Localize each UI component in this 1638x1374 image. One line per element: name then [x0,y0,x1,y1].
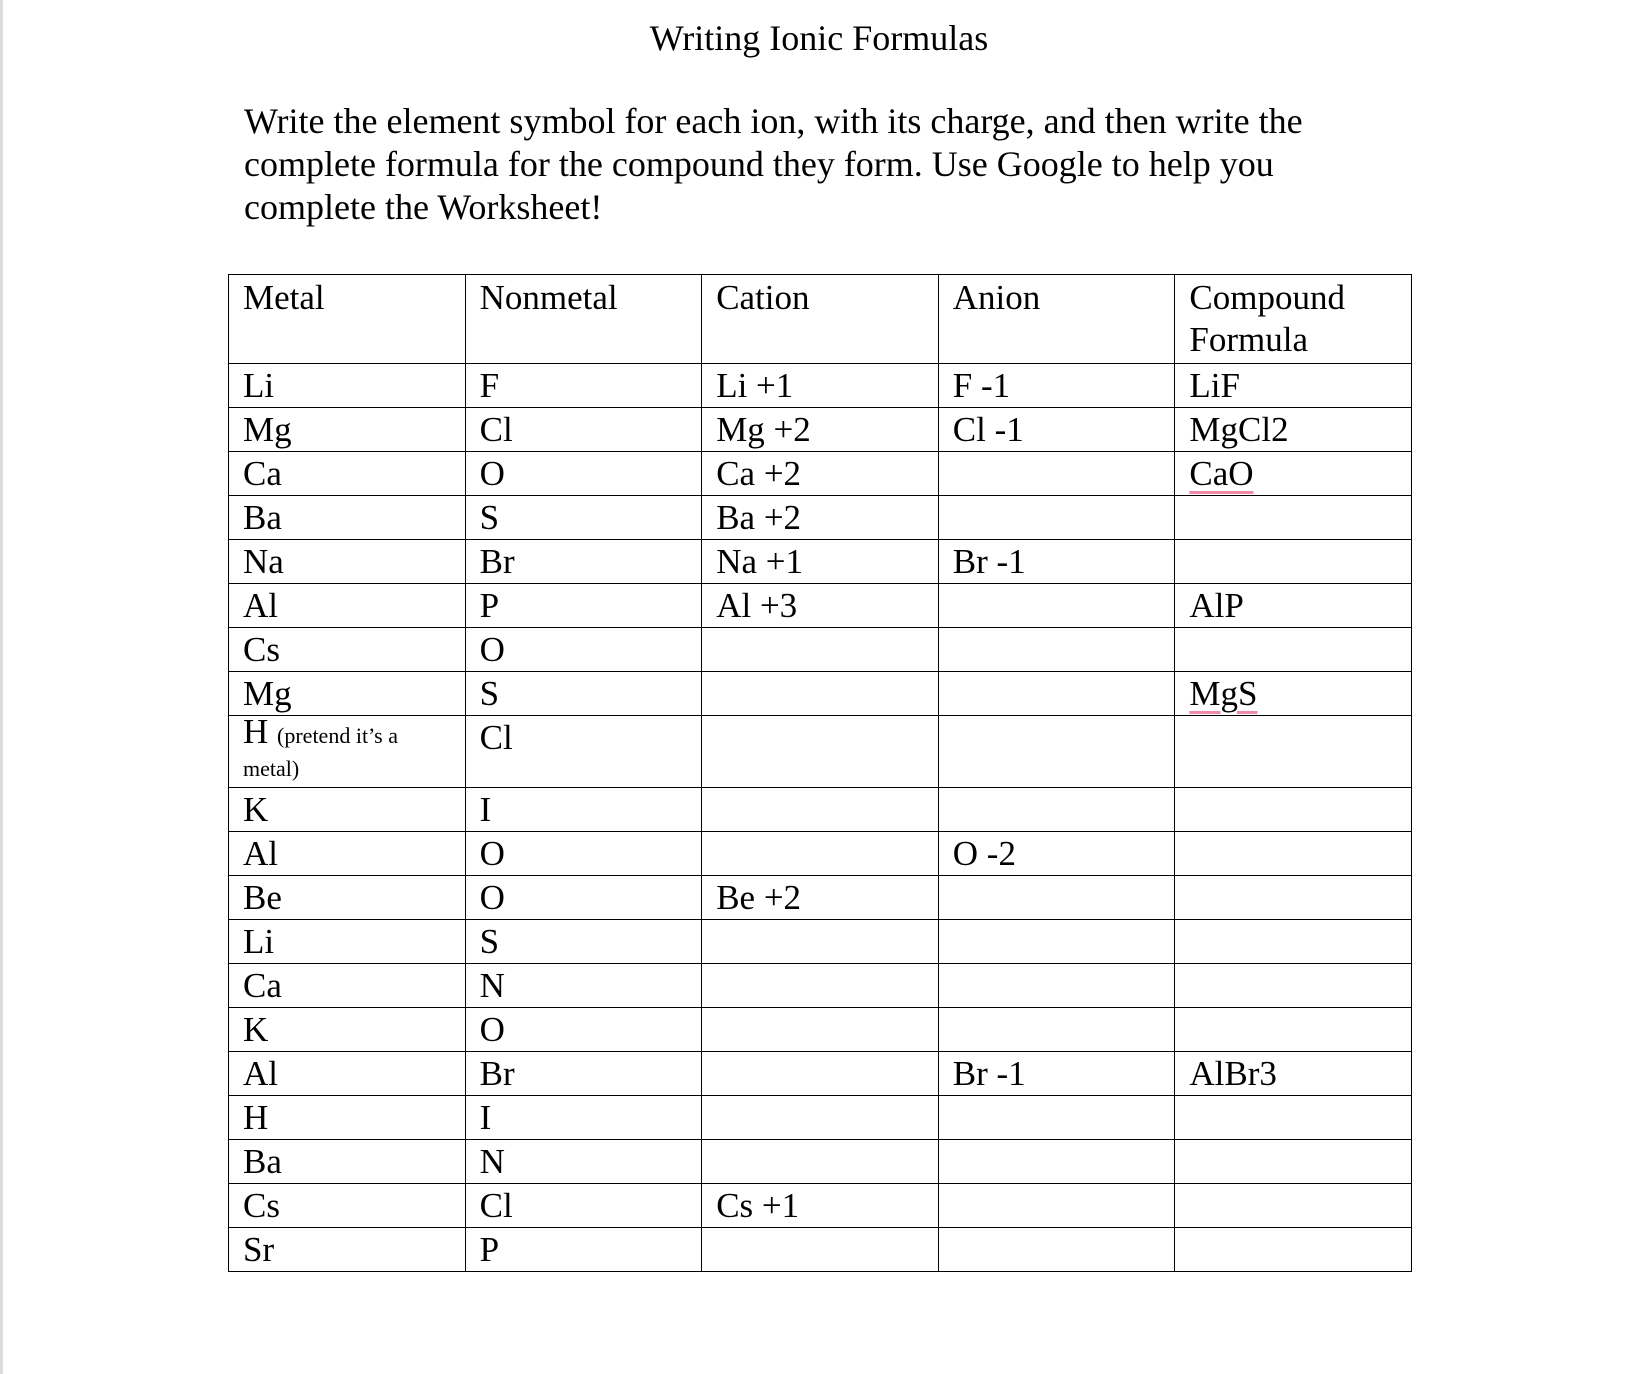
nonmetal-cell[interactable]: I [465,1096,702,1140]
metal-cell[interactable]: Ca [229,452,466,496]
anion-cell[interactable] [938,1008,1175,1052]
table-row [229,920,1412,964]
anion-cell[interactable]: Br -1 [938,540,1175,584]
metal-symbol: H [243,715,269,751]
compound-cell[interactable] [1175,832,1412,876]
compound-cell[interactable] [1175,1184,1412,1228]
nonmetal-cell[interactable]: O [465,628,702,672]
compound-cell[interactable]: LiF [1175,364,1412,408]
anion-cell[interactable] [938,1228,1175,1272]
header-nonmetal: Nonmetal [465,275,702,364]
table-row [229,716,1412,788]
nonmetal-cell[interactable]: O [465,1008,702,1052]
cation-cell[interactable]: Mg +2 [702,408,939,452]
compound-cell[interactable] [1175,540,1412,584]
cation-cell[interactable] [702,1228,939,1272]
table-row [229,1096,1412,1140]
compound-cell[interactable] [1175,1140,1412,1184]
cation-cell[interactable] [702,920,939,964]
anion-cell[interactable] [938,1184,1175,1228]
table-row [229,1228,1412,1272]
cation-cell[interactable] [702,628,939,672]
anion-cell[interactable]: O -2 [938,832,1175,876]
anion-cell[interactable] [938,628,1175,672]
table-row [229,1008,1412,1052]
cation-cell[interactable] [702,788,939,832]
compound-cell[interactable]: AlP [1175,584,1412,628]
compound-cell[interactable] [1175,788,1412,832]
cation-cell[interactable] [702,1008,939,1052]
compound-cell[interactable] [1175,920,1412,964]
cation-cell[interactable]: Na +1 [702,540,939,584]
anion-cell[interactable] [938,964,1175,1008]
spellcheck-text: MgS [1189,674,1258,713]
compound-cell[interactable] [1175,964,1412,1008]
compound-cell[interactable] [1175,1228,1412,1272]
metal-cell[interactable]: Mg [229,672,466,716]
nonmetal-cell[interactable]: P [465,1228,702,1272]
metal-cell[interactable]: Be [229,876,466,920]
cation-cell[interactable]: Be +2 [702,876,939,920]
nonmetal-cell[interactable]: Cl [465,1184,702,1228]
metal-cell[interactable]: Ba [229,496,466,540]
metal-cell[interactable]: K [229,1008,466,1052]
table-row [229,1140,1412,1184]
table-row [229,540,1412,584]
table-row [229,1184,1412,1228]
metal-cell[interactable]: Mg [229,408,466,452]
cation-cell[interactable] [702,1052,939,1096]
table-row [229,452,1412,496]
table-row [229,584,1412,628]
compound-cell[interactable] [1175,1008,1412,1052]
compound-cell[interactable] [1175,672,1412,716]
cation-cell[interactable] [702,716,939,788]
page-title: Writing Ionic Formulas [649,18,989,58]
metal-cell[interactable]: Al [229,584,466,628]
metal-cell[interactable]: Sr [229,1228,466,1272]
table-row [229,1052,1412,1096]
compound-cell[interactable] [1175,628,1412,672]
compound-cell[interactable] [1175,716,1412,788]
cation-cell[interactable] [702,672,939,716]
anion-cell[interactable] [938,1096,1175,1140]
anion-cell[interactable] [938,920,1175,964]
metal-cell[interactable]: H [229,1096,466,1140]
cation-cell[interactable]: Ba +2 [702,496,939,540]
nonmetal-cell[interactable]: S [465,920,702,964]
metal-cell[interactable]: Na [229,540,466,584]
compound-cell[interactable] [1175,496,1412,540]
metal-cell[interactable]: Ba [229,1140,466,1184]
spellcheck-text: CaO [1189,454,1254,493]
metal-cell[interactable]: Al [229,1052,466,1096]
instructions: Write the element symbol for each ion, with its charge, and then write the complete formula for the compound they form. Use Google to help you complete the Worksheet! [244,101,1303,227]
anion-cell[interactable] [938,496,1175,540]
cation-cell[interactable] [702,1140,939,1184]
nonmetal-cell[interactable]: S [465,672,702,716]
metal-cell[interactable]: Al [229,832,466,876]
compound-cell[interactable]: MgCl2 [1175,408,1412,452]
nonmetal-cell[interactable]: N [465,1140,702,1184]
metal-cell[interactable]: Ca [229,964,466,1008]
compound-cell[interactable] [1175,452,1412,496]
header-compound-formula: Compound Formula [1175,275,1412,364]
metal-cell[interactable]: Cs [229,1184,466,1228]
cation-cell[interactable]: Ca +2 [702,452,939,496]
anion-cell[interactable] [938,788,1175,832]
table-row [229,832,1412,876]
anion-cell[interactable] [938,452,1175,496]
cation-cell[interactable]: Al +3 [702,584,939,628]
anion-cell[interactable] [938,584,1175,628]
anion-cell[interactable] [938,1140,1175,1184]
nonmetal-cell[interactable]: Cl [465,408,702,452]
cation-cell[interactable] [702,964,939,1008]
nonmetal-cell[interactable]: O [465,876,702,920]
table-row [229,672,1412,716]
metal-cell[interactable] [229,716,466,788]
cation-cell[interactable]: Cs +1 [702,1184,939,1228]
compound-cell[interactable] [1175,1096,1412,1140]
anion-cell[interactable] [938,672,1175,716]
table-row [229,364,1412,408]
nonmetal-cell[interactable]: Br [465,540,702,584]
anion-cell[interactable] [938,716,1175,788]
nonmetal-cell[interactable]: P [465,584,702,628]
nonmetal-cell[interactable]: O [465,832,702,876]
anion-cell[interactable] [938,876,1175,920]
table-row [229,788,1412,832]
nonmetal-cell[interactable]: F [465,364,702,408]
nonmetal-cell[interactable]: Br [465,1052,702,1096]
cation-cell[interactable] [702,1096,939,1140]
nonmetal-cell[interactable]: O [465,452,702,496]
anion-cell[interactable]: Cl -1 [938,408,1175,452]
table-row [229,408,1412,452]
metal-note: (pretend it’s a metal) [243,723,398,781]
compound-cell[interactable]: AlBr3 [1175,1052,1412,1096]
metal-cell[interactable]: Li [229,920,466,964]
table-row [229,628,1412,672]
table-row [229,876,1412,920]
table-header-row [229,275,1412,364]
metal-cell[interactable]: Li [229,364,466,408]
metal-cell[interactable]: K [229,788,466,832]
nonmetal-cell[interactable]: N [465,964,702,1008]
header-metal: Metal [229,275,466,364]
anion-cell[interactable]: Br -1 [938,1052,1175,1096]
header-anion: Anion [938,275,1175,364]
ionic-formulas-table [228,274,1412,1272]
cation-cell[interactable] [702,832,939,876]
table-row [229,496,1412,540]
anion-cell[interactable]: F -1 [938,364,1175,408]
cation-cell[interactable]: Li +1 [702,364,939,408]
compound-cell[interactable] [1175,876,1412,920]
metal-cell[interactable]: Cs [229,628,466,672]
nonmetal-cell[interactable]: I [465,788,702,832]
table-row [229,964,1412,1008]
nonmetal-cell[interactable]: Cl [465,716,702,788]
nonmetal-cell[interactable]: S [465,496,702,540]
header-cation: Cation [702,275,939,364]
